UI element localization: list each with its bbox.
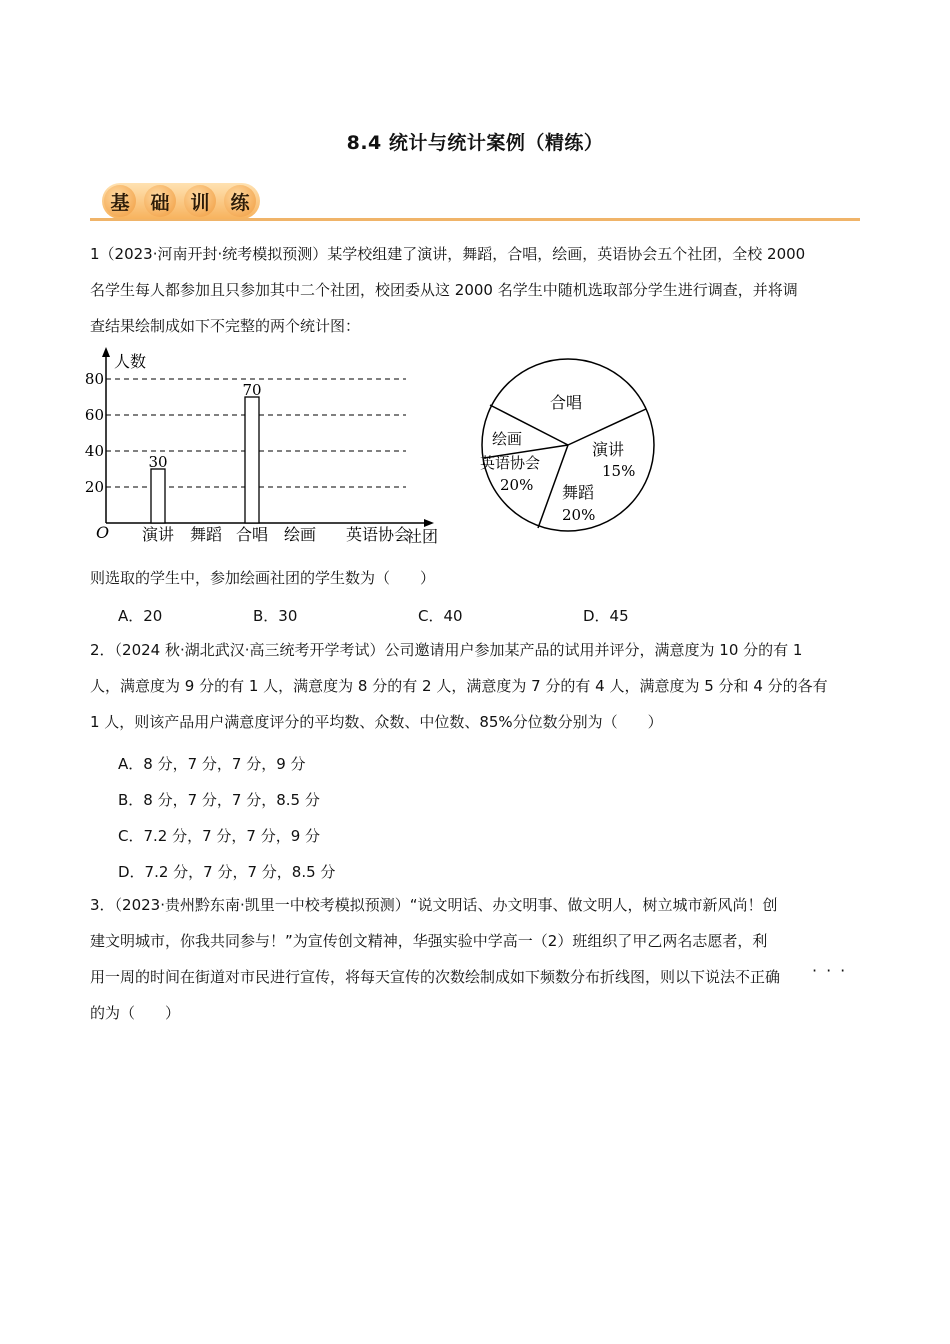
bar-value-label: 30 [148,453,168,471]
page-title: 8.4 统计与统计案例（精练） [346,132,604,154]
x-category-label: 英语协会 [345,525,411,544]
pie-slice-percent: 15% [602,462,636,480]
bar-value-label: 70 [242,381,262,399]
q1-option-d[interactable]: D．45 [583,607,629,625]
q2-stem-line: 1 人，则该产品用户满意度评分的平均数、众数、中位数、85%分位数分别为（ ） [90,713,663,731]
q2-option-a[interactable]: A．8 分，7 分，7 分，9 分 [118,755,306,773]
y-tick-label: 20 [84,478,104,496]
x-category-label: 舞蹈 [189,525,223,544]
section-char: 训 [184,185,216,217]
q1-option-a[interactable]: A．20 [118,607,163,625]
q1-option-c[interactable]: C．40 [418,607,463,625]
pie-slice-percent: 20% [562,506,596,524]
section-banner-basic-training [90,183,860,223]
q2-stem [90,632,862,740]
q1-stem-line: 名学生每人都参加且只参加其中二个社团，校团委从这 2000 名学生中随机选取部分学生进行调查，并将调 [90,281,798,299]
x-axis-arrow [424,519,434,527]
x-category-label: 演讲 [141,525,175,544]
section-char: 练 [224,185,256,217]
q1-stem [90,236,862,344]
bar-0 [151,469,165,523]
x-category-label: 绘画 [283,525,317,544]
q2-option-b[interactable]: B．8 分，7 分，7 分，8.5 分 [118,791,320,809]
q3-stem-line: 建文明城市，你我共同参与！”为宣传创文精神，华强实验中学高一（2）班组织了甲乙两名志愿者，利 [90,932,768,950]
q1-stem-line: 查结果绘制成如下不完整的两个统计图： [90,317,361,335]
q2-option-d[interactable]: D．7.2 分，7 分，7 分，8.5 分 [118,863,336,881]
q1-options [118,605,629,626]
q2-option-c[interactable]: C．7.2 分，7 分，7 分，9 分 [118,827,321,845]
pie-slice-label: 演讲 [592,440,625,459]
y-tick-label: 60 [84,406,104,424]
q3-stem-line: 3．（2023·贵州黔东南·凯里一中校考模拟预测）“说文明话、办文明事、做文明人，树立城市新风尚！创 [90,896,778,914]
q3-stem-line: 用一周的时间在街道对市民进行宣传，将每天宣传的次数绘制成如下频数分布折线图，则以下说法不正确 [90,968,781,986]
q1-stem-line: 1（2023·河南开封·统考模拟预测）某学校组建了演讲，舞蹈，合唱，绘画，英语协会五个社团，全校 2000 [90,245,806,263]
pie-chart [470,355,675,540]
pie-slice-label: 舞蹈 [562,483,595,502]
q3-stem [90,887,862,1031]
y-tick-label: 40 [84,442,104,460]
origin-label: O [96,523,110,542]
y-axis-label: 人数 [114,352,147,371]
pie-slice-label: 英语协会 [480,454,541,472]
q2-stem-line: 2．（2024 秋·湖北武汉·高三统考开学考试）公司邀请用户参加某产品的试用并评分，满意度为 10 分的有 1 [90,641,803,659]
q1-question: 则选取的学生中，参加绘画社团的学生数为（ ） [90,569,436,587]
y-axis-arrow [102,347,110,357]
pie-slice-percent: 20% [500,476,534,494]
q2-stem-line: 人，满意度为 9 分的有 1 人，满意度为 8 分的有 2 人，满意度为 7 分的有 4 人，满意度为 5 分和 4 分的各有 [90,677,828,695]
q3-stem-line: 的为（ ） [90,1004,181,1022]
pie-slice-label: 绘画 [492,430,523,448]
bar-chart [84,345,453,550]
section-char: 基 [104,185,136,217]
pie-slice-label: 合唱 [550,393,583,412]
bar-2 [245,397,259,523]
q1-option-b[interactable]: B．30 [253,607,298,625]
x-category-label: 合唱 [235,525,269,544]
y-tick-label: 80 [84,370,104,388]
x-axis-label: 社团 [406,527,439,546]
emphasis-dots: ·​·​· [812,961,855,980]
section-char: 础 [144,185,176,217]
